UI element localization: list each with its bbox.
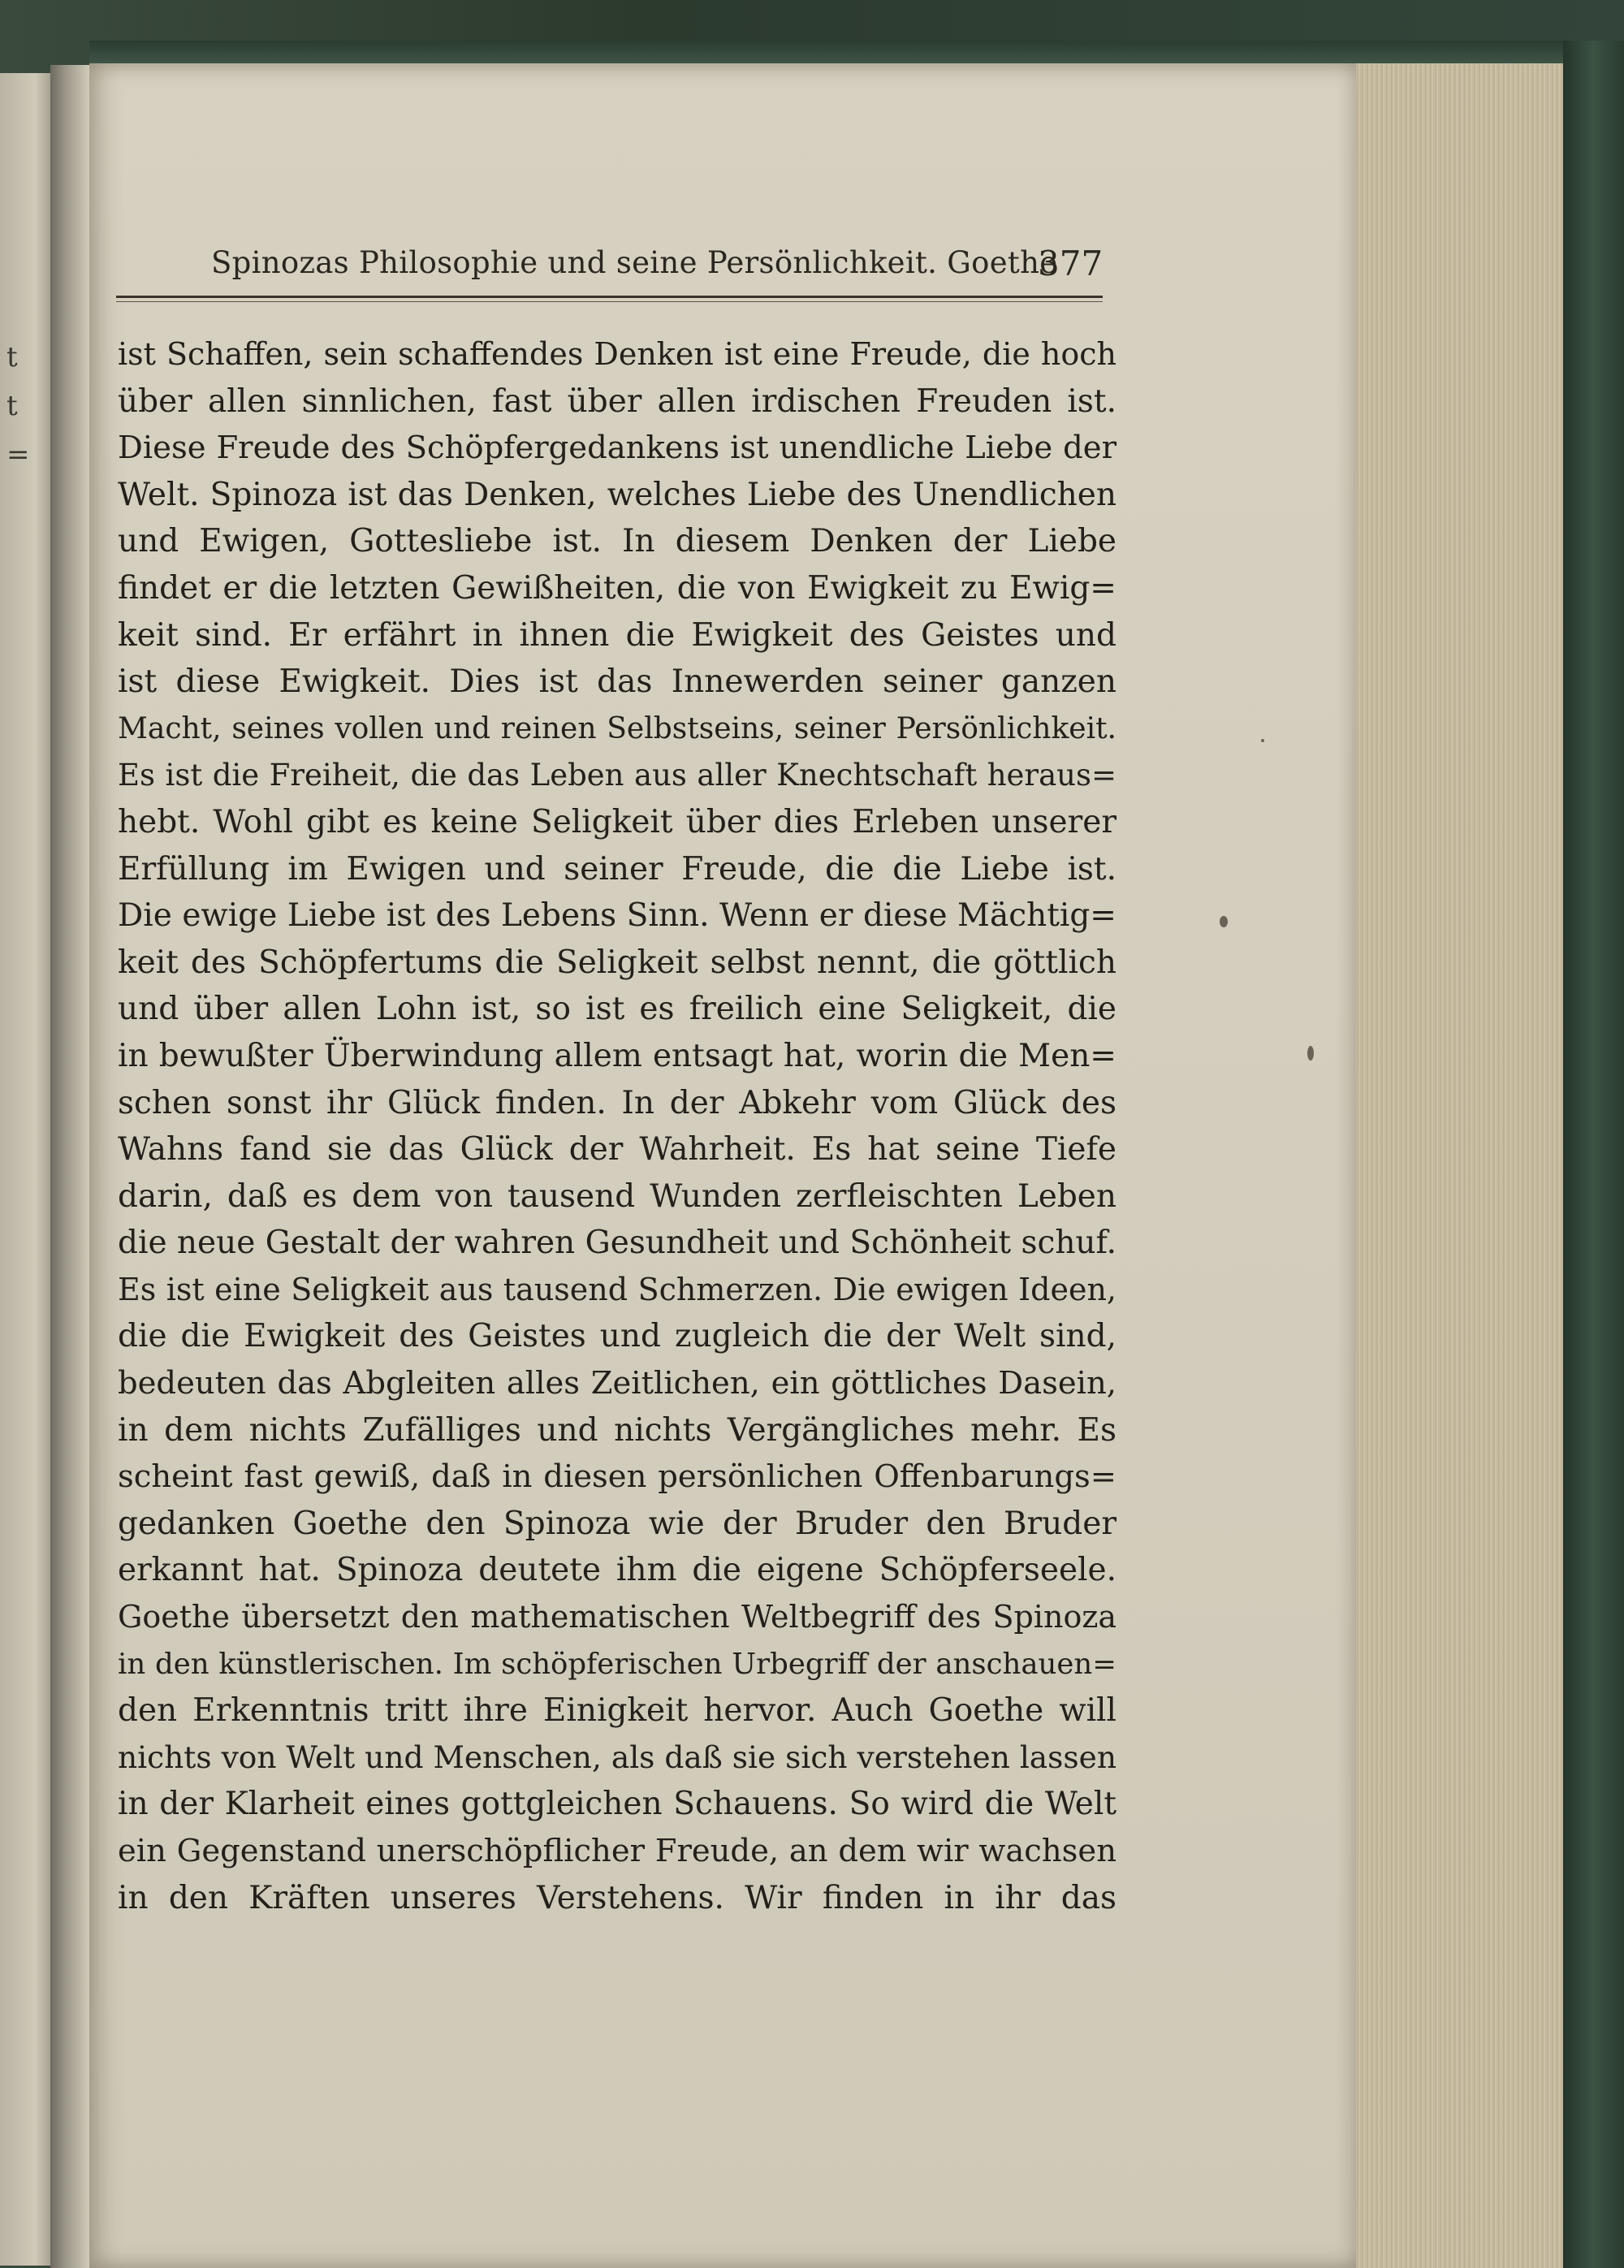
text-line: bedeuten das Abgleiten alles Zeitlichen, ein göttliches Dasein, bbox=[118, 1365, 1116, 1402]
text-line: ist Schaffen, sein schaffendes Denken ist eine Freude, die hoch bbox=[118, 336, 1116, 372]
text-line: scheint fast gewiß, daß in diesen persönlichen Offenbarungs= bbox=[118, 1458, 1116, 1496]
text-line: darin, daß es dem von tausend Wunden zerfleischten Leben bbox=[118, 1177, 1116, 1215]
text-line: hebt. Wohl gibt es keine Seligkeit über dies Erleben unserer bbox=[118, 803, 1116, 840]
text-line: erkannt hat. Spinoza deutete ihm die eigene Schöpferseele. bbox=[118, 1552, 1116, 1589]
paper-speck bbox=[1307, 1046, 1314, 1061]
text-line: in der Klarheit eines gottgleichen Schauens. So wird die Welt bbox=[118, 1786, 1116, 1823]
text-line: ist diese Ewigkeit. Dies ist das Innewerden seiner ganzen bbox=[118, 663, 1116, 701]
text-line: über allen sinnlichen, fast über allen irdischen Freuden ist. bbox=[118, 382, 1116, 420]
text-line: Es ist eine Seligkeit aus tausend Schmerzen. Die ewigen Ideen, bbox=[118, 1271, 1116, 1307]
page-number: 377 bbox=[1038, 244, 1104, 283]
text-line: gedanken Goethe den Spinoza wie der Bruder den Bruder bbox=[118, 1505, 1116, 1542]
text-line: in den künstlerischen. Im schöpferischen Urbegriff der anschauen= bbox=[118, 1647, 1116, 1681]
text-line: keit sind. Er erfährt in ihnen die Ewigkeit des Geistes und bbox=[118, 616, 1116, 654]
page-block-edges bbox=[1356, 63, 1563, 2268]
body-text bbox=[118, 331, 1116, 1921]
paper-speck bbox=[1261, 739, 1264, 742]
left-page-fragment: t bbox=[6, 341, 18, 374]
left-facing-page bbox=[0, 73, 50, 2266]
text-line: schen sonst ihr Glück finden. In der Abkehr vom Glück des bbox=[118, 1084, 1116, 1121]
text-line: Die ewige Liebe ist des Lebens Sinn. Wenn er diese Mächtig= bbox=[118, 897, 1116, 935]
text-line: in den Kräften unseres Verstehens. Wir finden in ihr das bbox=[118, 1879, 1116, 1916]
text-line: Wahns fand sie das Glück der Wahrheit. Es hat seine Tiefe bbox=[118, 1131, 1116, 1169]
left-page-fragment: = bbox=[6, 438, 30, 471]
text-line: Welt. Spinoza ist das Denken, welches Liebe des Unendlichen bbox=[118, 476, 1116, 513]
text-line: Goethe übersetzt den mathematischen Weltbegriff des Spinoza bbox=[118, 1599, 1116, 1635]
text-line: ein Gegenstand unerschöpflicher Freude, an dem wir wachsen bbox=[118, 1833, 1116, 1869]
text-line: in bewußter Überwindung allem entsagt hat, worin die Men= bbox=[118, 1037, 1116, 1074]
text-line: in dem nichts Zufälliges und nichts Vergängliches mehr. Es bbox=[118, 1411, 1116, 1449]
header-rule bbox=[116, 296, 1103, 298]
text-line: Es ist die Freiheit, die das Leben aus aller Knechtschaft heraus= bbox=[118, 758, 1116, 793]
left-page-fragment: t bbox=[6, 390, 18, 422]
text-line: Diese Freude des Schöpfergedankens ist unendliche Liebe der bbox=[118, 430, 1116, 467]
text-line: Macht, seines vollen und reinen Selbstseins, seiner Persönlichkeit. bbox=[118, 711, 1116, 745]
book-cover-top bbox=[89, 41, 1563, 63]
text-line: Erfüllung im Ewigen und seiner Freude, die die Liebe ist. bbox=[118, 850, 1116, 888]
text-line: und über allen Lohn ist, so ist es freilich eine Seligkeit, die bbox=[118, 991, 1116, 1028]
text-line: die neue Gestalt der wahren Gesundheit und Schönheit schuf. bbox=[118, 1225, 1116, 1262]
paper-speck bbox=[1220, 916, 1228, 927]
text-line: und Ewigen, Gottesliebe ist. In diesem Denken der Liebe bbox=[118, 523, 1116, 560]
text-line: den Erkenntnis tritt ihre Einigkeit hervor. Auch Goethe will bbox=[118, 1692, 1116, 1730]
text-line: keit des Schöpfertums die Seligkeit selbst nennt, die göttlich bbox=[118, 944, 1116, 981]
text-line: findet er die letzten Gewißheiten, die von Ewigkeit zu Ewig= bbox=[118, 569, 1116, 607]
gutter bbox=[50, 65, 89, 2268]
header-rule-thin bbox=[116, 301, 1103, 302]
running-head: Spinozas Philosophie und seine Persönlichkeit. Goethe bbox=[211, 245, 1058, 280]
text-line: nichts von Welt und Menschen, als daß sie sich verstehen lassen bbox=[118, 1739, 1116, 1775]
book-cover-edge bbox=[1563, 41, 1624, 2268]
text-line: die die Ewigkeit des Geistes und zugleich die der Welt sind, bbox=[118, 1318, 1116, 1355]
